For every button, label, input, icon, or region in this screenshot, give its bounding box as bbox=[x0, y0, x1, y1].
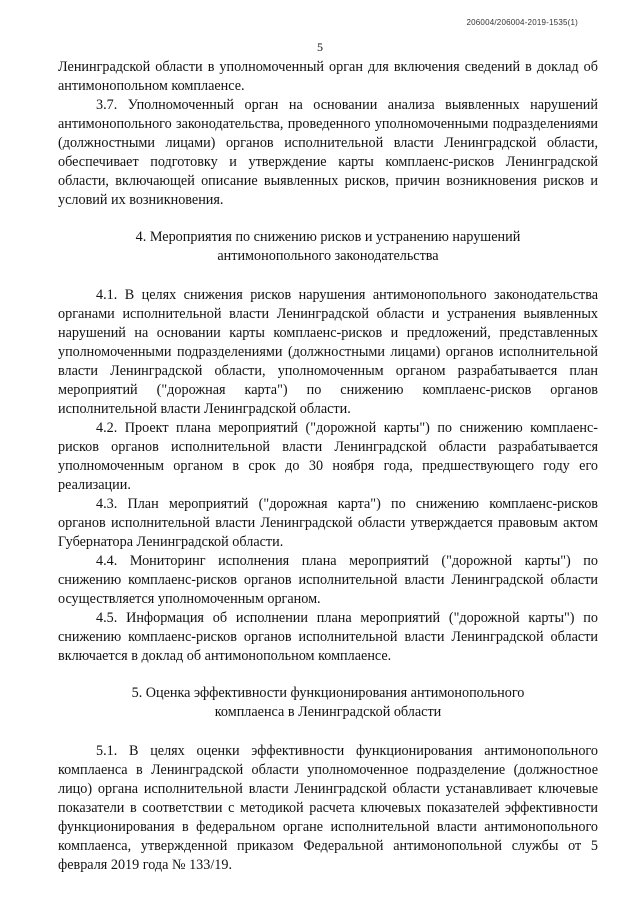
section-heading-5-line1: 5. Оценка эффективности функционирования антимонопольного bbox=[131, 685, 525, 701]
paragraph-4-3: 4.3. План мероприятий ("дорожная карта") по снижению комплаенс-рисков органов исполнительной власти Ленинградской области утверждается правовым актом Губернатора Ленинградской области. bbox=[58, 496, 598, 550]
paragraph-4-5: 4.5. Информация об исполнении плана мероприятий ("дорожной карты") по снижению комплаенс-рисков органов исполнительной власти Ленинградской области включается в доклад об антимонопольном комплаенсе. bbox=[58, 610, 598, 664]
section-heading-4-line2: антимонопольного законодательства bbox=[217, 248, 439, 264]
paragraph-3-7: 3.7. Уполномоченный орган на основании анализа выявленных нарушений антимонопольного законодательства, проведенного уполномоченными подразделениями (должностными лицами) органов исполнительной власти Ленинградской области, обеспечивает подготовку и утверждение карты комплаенс-рисков Ленинградской области, включающей описание выявленных рисков, причин возникновения рисков и условий их возникновения. bbox=[58, 97, 598, 208]
section-heading-4-line1: 4. Мероприятия по снижению рисков и устранению нарушений bbox=[135, 229, 521, 245]
paragraph-4-2: 4.2. Проект плана мероприятий ("дорожной карты") по снижению комплаенс-рисков органов исполнительной власти Ленинградской области разрабатывается уполномоченным органом в срок до 30 ноября года, предшествующего году его реализации. bbox=[58, 420, 598, 493]
paragraph-4-1: 4.1. В целях снижения рисков нарушения антимонопольного законодательства органами исполнительной власти Ленинградской области и устранения выявленных нарушений на основании карты комплаенс-рисков и предложений, представленных уполномоченными подразделениями (должностными лицами) органов исполнительной власти Ленинградской области, уполномоченным органом разрабатывается план мероприятий ("дорожная карта") по снижению комплаенс-рисков органов исполнительной власти Ленинградской области. bbox=[58, 287, 598, 417]
section-heading-5 bbox=[98, 684, 558, 722]
section-heading-5-line2: комплаенса в Ленинградской области bbox=[214, 704, 442, 720]
document-body bbox=[58, 58, 598, 875]
paragraph-4-4: 4.4. Мониторинг исполнения плана мероприятий ("дорожной карты") по снижению комплаенс-рисков органов исполнительной власти Ленинградской области осуществляется уполномоченным органом. bbox=[58, 553, 598, 607]
section-heading-4 bbox=[98, 228, 558, 266]
paragraph-5-1: 5.1. В целях оценки эффективности функционирования антимонопольного комплаенса в Ленинградской области уполномоченное подразделение (должностное лицо) органа исполнительной власти Ленинградской области устанавливает ключевые показатели в соответствии с методикой расчета ключевых показателей эффективности функционирования в федеральном органе исполнительной власти антимонопольного комплаенса, утвержденной приказом Федеральной антимонопольной службы от 5 февраля 2019 года № 133/19. bbox=[58, 743, 598, 873]
page-number: 5 bbox=[317, 40, 323, 54]
document-id: 206004/206004-2019-1535(1) bbox=[466, 18, 578, 27]
paragraph-continuation: Ленинградской области в уполномоченный орган для включения сведений в доклад об антимонопольном комплаенсе. bbox=[58, 59, 598, 94]
